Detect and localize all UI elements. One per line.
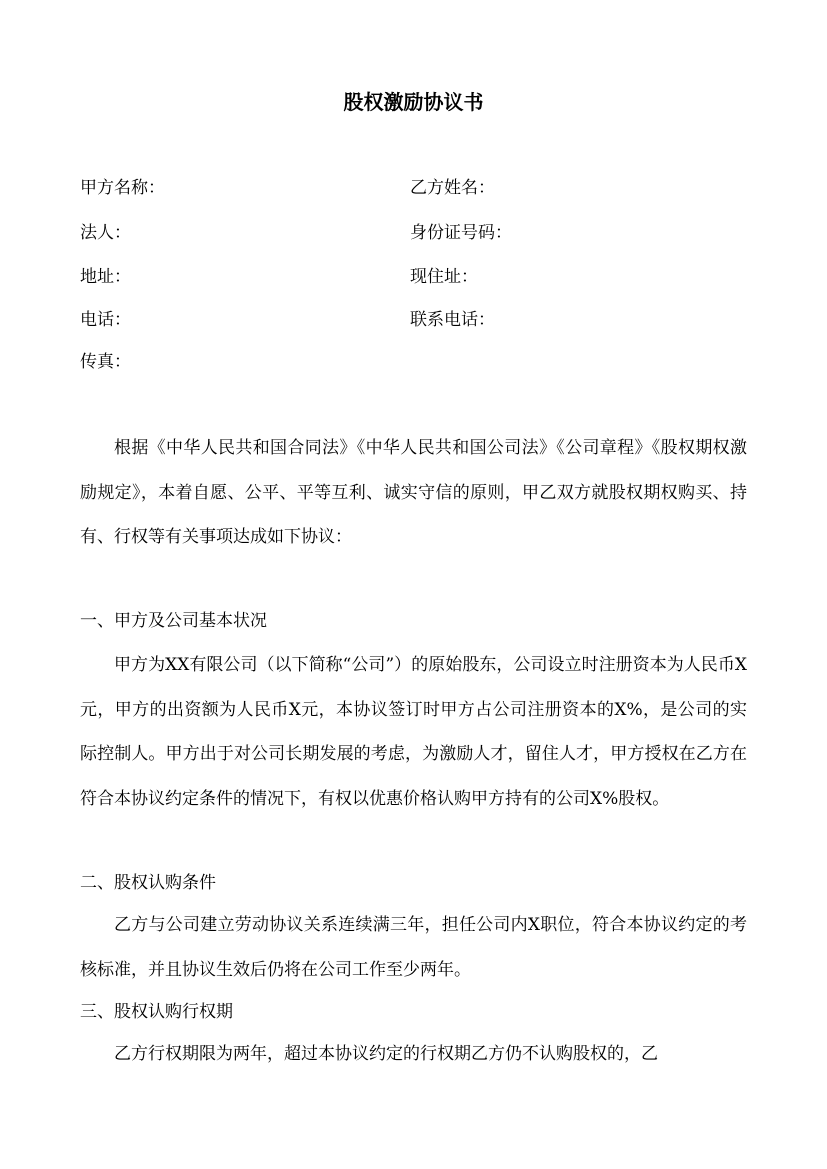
party-row-fax [80, 347, 760, 377]
preamble-paragraph: 根据《中华人民共和国合同法》《中华人民共和国公司法》《公司章程》《股权期权激励规定》，本着自愿、公平、平等互利、诚实守信的原则，甲乙双方就股权期权购买、持有、行权等有关事项达成如下协议： [80, 438, 747, 547]
section-1-body: 甲方为XX有限公司（以下简称“公司”）的原始股东，公司设立时注册资本为人民币X元，甲方的出资额为人民币X元，本协议签订时甲方占公司注册资本的X%，是公司的实际控制人。甲方出于对公司长期发展的考虑，为激励人才，留住人才，甲方授权在乙方在符合本协议约定条件的情况下，有权以优惠价格认购甲方持有的公司X%股权。 [80, 655, 747, 809]
party-row-legal [80, 218, 760, 248]
party-a-address-label: 地址： [80, 267, 131, 287]
party-row-name [80, 173, 760, 203]
section-3-body: 乙方行权期限为两年，超过本协议约定的行权期乙方仍不认购股权的，乙 [114, 1044, 658, 1064]
party-a-phone-label: 电话： [80, 310, 131, 330]
party-b-name-label: 乙方姓名： [410, 178, 495, 198]
party-row-phone [80, 305, 760, 335]
party-a-name-label: 甲方名称： [80, 178, 165, 198]
party-row-address [80, 262, 760, 292]
document-title: 股权激励协议书 [343, 90, 484, 114]
party-b-address-label: 现住址： [410, 267, 478, 287]
party-b-phone-label: 联系电话： [410, 310, 495, 330]
party-a-fax-label: 传真： [80, 352, 131, 372]
party-a-legal-rep-label: 法人： [80, 223, 131, 243]
section-1-heading: 一、甲方及公司基本状况 [80, 611, 267, 631]
party-b-id-label: 身份证号码： [410, 223, 512, 243]
section-2-body: 乙方与公司建立劳动协议关系连续满三年，担任公司内X职位，符合本协议约定的考核标准，并且协议生效后仍将在公司工作至少两年。 [80, 915, 747, 980]
section-3-heading: 三、股权认购行权期 [80, 1002, 233, 1022]
section-2-heading: 二、股权认购条件 [80, 873, 216, 893]
